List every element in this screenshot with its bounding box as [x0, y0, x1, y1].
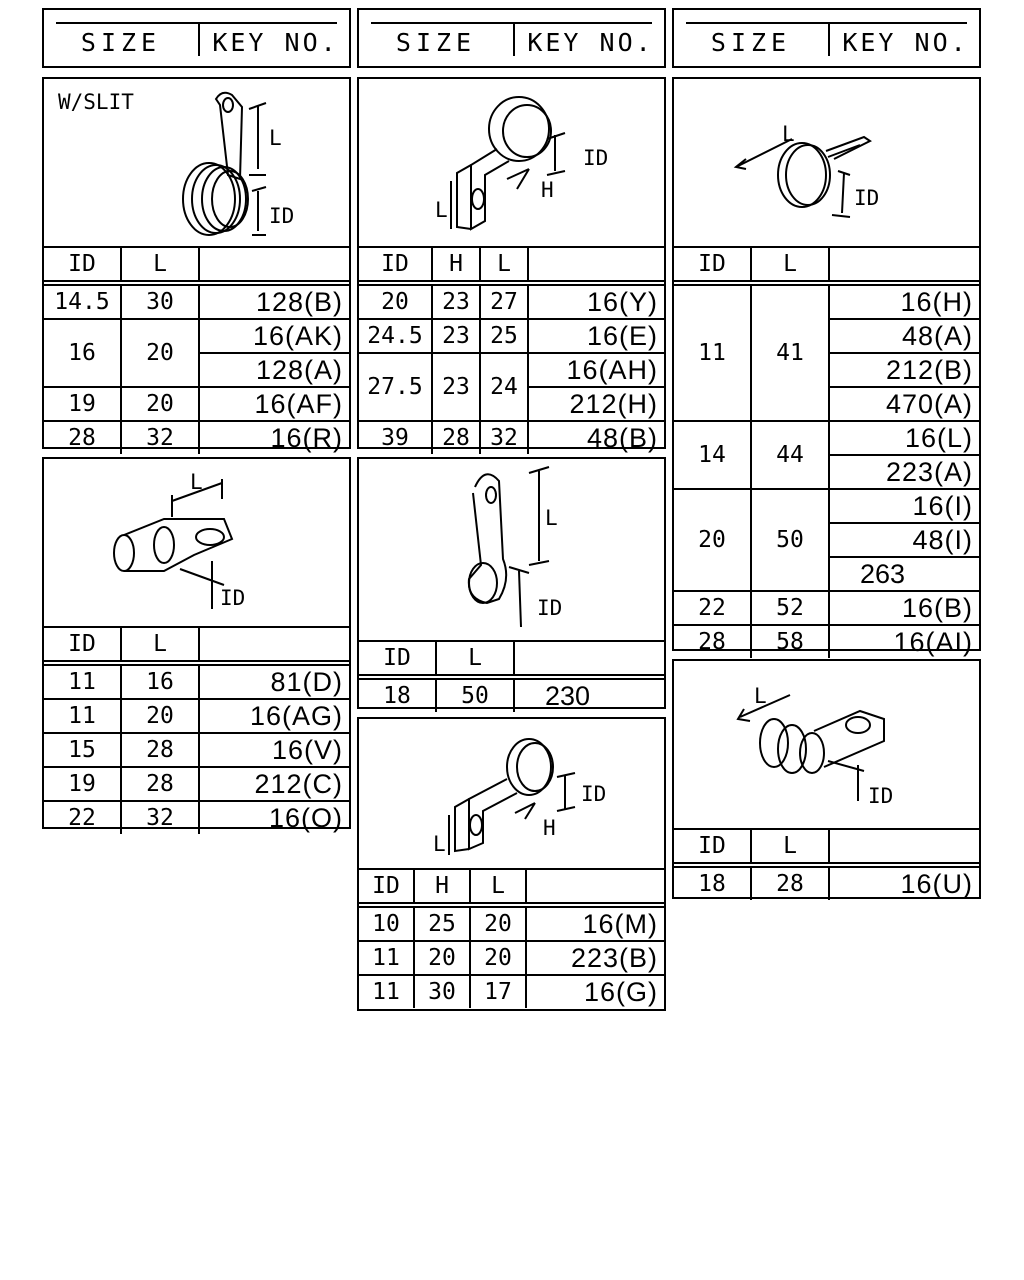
- col-id-header: ID: [359, 641, 436, 677]
- p4-table: [44, 626, 349, 834]
- table-row: [359, 941, 664, 975]
- stepped-clamp-2-illustration: [359, 719, 664, 869]
- table-row: [44, 699, 349, 733]
- cell-l: 32: [480, 421, 528, 454]
- col-l-header: L: [751, 247, 829, 283]
- cushion-clamp-illustration: [44, 459, 349, 627]
- col-id-header: ID: [359, 869, 414, 905]
- table-row: [674, 283, 979, 319]
- cell-l: 41: [751, 283, 829, 421]
- id-dim-label: ID: [581, 782, 607, 806]
- col-l-header: L: [480, 247, 528, 283]
- cell-l: 20: [470, 941, 526, 975]
- cell-key: 16(AH): [528, 353, 664, 387]
- cell-id: 19: [44, 387, 121, 421]
- cell-key: 16(H): [829, 283, 979, 319]
- col-id-header: ID: [44, 247, 121, 283]
- l-dim-label: L: [545, 506, 558, 530]
- cell-h: 30: [414, 975, 470, 1008]
- p5-table: [359, 640, 664, 712]
- col-l-header: L: [121, 247, 199, 283]
- cell-h: 23: [432, 283, 480, 319]
- table-row: [359, 319, 664, 353]
- table-row: [674, 865, 979, 900]
- cell-id: 24.5: [359, 319, 432, 353]
- slit-label: W/SLIT: [58, 90, 134, 114]
- cell-id: 28: [44, 421, 121, 454]
- cell-key: 16(U): [829, 865, 979, 900]
- cell-key: 48(B): [528, 421, 664, 454]
- cell-key: 48(I): [829, 523, 979, 557]
- cell-key: 16(Y): [528, 283, 664, 319]
- col-l-header: L: [470, 869, 526, 905]
- table-row: [44, 421, 349, 454]
- cell-l: 58: [751, 625, 829, 658]
- size-header: SIZE: [80, 28, 162, 57]
- col-id-header: ID: [674, 247, 751, 283]
- cell-key: 16(AK): [199, 319, 349, 353]
- col-h-header: H: [414, 869, 470, 905]
- cell-id: 27.5: [359, 353, 432, 421]
- size-header: SIZE: [710, 28, 792, 57]
- slit-clamp-illustration: [44, 79, 349, 247]
- col-h-header: H: [432, 247, 480, 283]
- cell-key: 128(B): [199, 283, 349, 319]
- col-id-header: ID: [44, 627, 121, 663]
- size-header: SIZE: [395, 28, 477, 57]
- loop-clamp-illustration: [359, 459, 664, 639]
- band-clamp-illustration: [674, 79, 979, 247]
- table-row: [359, 421, 664, 454]
- l-dim-label: L: [190, 470, 203, 494]
- cell-key: 470(A): [829, 387, 979, 421]
- key-no-header: KEY NO.: [212, 28, 339, 57]
- cell-id: 28: [674, 625, 751, 658]
- panel-stepped-clamp-2: [357, 717, 666, 1011]
- cell-id: 22: [674, 591, 751, 625]
- table-row: [674, 489, 979, 523]
- cell-l: 16: [121, 663, 199, 699]
- cell-id: 14: [674, 421, 751, 489]
- col-l-header: L: [751, 829, 829, 865]
- cell-l: 30: [121, 283, 199, 319]
- panel-rubber-clamp: [672, 659, 981, 899]
- table-row: [674, 591, 979, 625]
- cell-l: 24: [480, 353, 528, 421]
- table-row: [44, 801, 349, 834]
- cell-key: 16(M): [526, 905, 664, 941]
- cell-l: 20: [121, 699, 199, 733]
- cell-key: 128(A): [199, 353, 349, 387]
- cell-l: 25: [480, 319, 528, 353]
- l-dim-label: L: [435, 198, 448, 222]
- cell-key: 223(A): [829, 455, 979, 489]
- panel-slit-clamp: [42, 77, 351, 453]
- cell-id: 19: [44, 767, 121, 801]
- cell-key: 263: [829, 557, 979, 591]
- h-dim-label: H: [541, 178, 554, 202]
- cell-l: 20: [121, 387, 199, 421]
- cell-id: 20: [674, 489, 751, 591]
- panel-cushion-clamp: [42, 457, 351, 833]
- cell-l: 28: [751, 865, 829, 900]
- cell-key: 16(AG): [199, 699, 349, 733]
- table-row: [359, 975, 664, 1008]
- cell-id: 39: [359, 421, 432, 454]
- cell-l: 44: [751, 421, 829, 489]
- cell-key: 212(H): [528, 387, 664, 421]
- cell-id: 18: [359, 677, 436, 712]
- stepped-clamp-illustration: [359, 79, 664, 247]
- cell-key: 230: [514, 677, 664, 712]
- cell-id: 11: [674, 283, 751, 421]
- cell-id: 22: [44, 801, 121, 834]
- table-row: [44, 733, 349, 767]
- cell-h: 25: [414, 905, 470, 941]
- cell-l: 32: [121, 801, 199, 834]
- cell-key: 16(O): [199, 801, 349, 834]
- cell-l: 20: [121, 319, 199, 387]
- cell-id: 10: [359, 905, 414, 941]
- cell-h: 23: [432, 353, 480, 421]
- col-key-header: [526, 869, 664, 905]
- table-row: [359, 353, 664, 387]
- cell-l: 50: [751, 489, 829, 591]
- col-l-header: L: [121, 627, 199, 663]
- cell-id: 11: [359, 975, 414, 1008]
- cell-l: 28: [121, 733, 199, 767]
- col-l-header: L: [436, 641, 514, 677]
- cell-key: 48(A): [829, 319, 979, 353]
- col-id-header: ID: [359, 247, 432, 283]
- header-col1: [42, 8, 351, 68]
- key-no-header: KEY NO.: [527, 28, 654, 57]
- p2-table: [359, 246, 664, 454]
- cell-key: 16(AF): [199, 387, 349, 421]
- panel-band-clamp: [672, 77, 981, 657]
- table-row: [44, 387, 349, 421]
- panel-stepped-clamp: [357, 77, 666, 453]
- col-key-header: [514, 641, 664, 677]
- col-key-header: [829, 247, 979, 283]
- id-dim-label: ID: [537, 596, 563, 620]
- id-dim-label: ID: [269, 204, 295, 228]
- p7-table: [674, 828, 979, 900]
- cell-key: 16(AI): [829, 625, 979, 658]
- table-row: [359, 677, 664, 712]
- table-row: [359, 905, 664, 941]
- cell-l: 32: [121, 421, 199, 454]
- p3-table: [674, 246, 979, 658]
- cell-id: 16: [44, 319, 121, 387]
- cell-id: 20: [359, 283, 432, 319]
- cell-key: 16(E): [528, 319, 664, 353]
- table-row: [44, 663, 349, 699]
- id-dim-label: ID: [220, 586, 246, 610]
- cell-l: 27: [480, 283, 528, 319]
- cell-id: 18: [674, 865, 751, 900]
- rubber-clamp-illustration: [674, 661, 979, 829]
- cell-h: 20: [414, 941, 470, 975]
- cell-h: 23: [432, 319, 480, 353]
- id-dim-label: ID: [583, 146, 609, 170]
- cell-key: 81(D): [199, 663, 349, 699]
- cell-l: 28: [121, 767, 199, 801]
- h-dim-label: H: [543, 816, 556, 840]
- cell-key: 223(B): [526, 941, 664, 975]
- cell-l: 20: [470, 905, 526, 941]
- col-id-header: ID: [674, 829, 751, 865]
- cell-key: 16(B): [829, 591, 979, 625]
- table-row: [359, 283, 664, 319]
- cell-id: 14.5: [44, 283, 121, 319]
- col-key-header: [199, 627, 349, 663]
- header-col2: [357, 8, 666, 68]
- cell-id: 11: [44, 663, 121, 699]
- table-row: [674, 625, 979, 658]
- cell-id: 11: [44, 699, 121, 733]
- col-key-header: [829, 829, 979, 865]
- cell-key: 16(L): [829, 421, 979, 455]
- l-dim-label: L: [433, 832, 446, 856]
- col-key-header: [199, 247, 349, 283]
- p1-table: [44, 246, 349, 454]
- l-dim-label: L: [754, 684, 767, 708]
- table-row: [44, 283, 349, 319]
- header-col3: [672, 8, 981, 68]
- cell-key: 16(I): [829, 489, 979, 523]
- cell-key: 16(R): [199, 421, 349, 454]
- cell-key: 16(V): [199, 733, 349, 767]
- cell-l: 52: [751, 591, 829, 625]
- cell-key: 212(C): [199, 767, 349, 801]
- cell-l: 50: [436, 677, 514, 712]
- l-dim-label: L: [269, 126, 282, 150]
- col-key-header: [528, 247, 664, 283]
- p6-table: [359, 868, 664, 1008]
- cell-id: 11: [359, 941, 414, 975]
- l-dim-label: L: [782, 122, 795, 146]
- id-dim-label: ID: [868, 784, 894, 808]
- cell-l: 17: [470, 975, 526, 1008]
- cell-h: 28: [432, 421, 480, 454]
- table-row: [44, 319, 349, 353]
- id-dim-label: ID: [854, 186, 880, 210]
- panel-loop-clamp: [357, 457, 666, 709]
- cell-key: 212(B): [829, 353, 979, 387]
- key-no-header: KEY NO.: [842, 28, 969, 57]
- cell-key: 16(G): [526, 975, 664, 1008]
- table-row: [674, 421, 979, 455]
- cell-id: 15: [44, 733, 121, 767]
- table-row: [44, 767, 349, 801]
